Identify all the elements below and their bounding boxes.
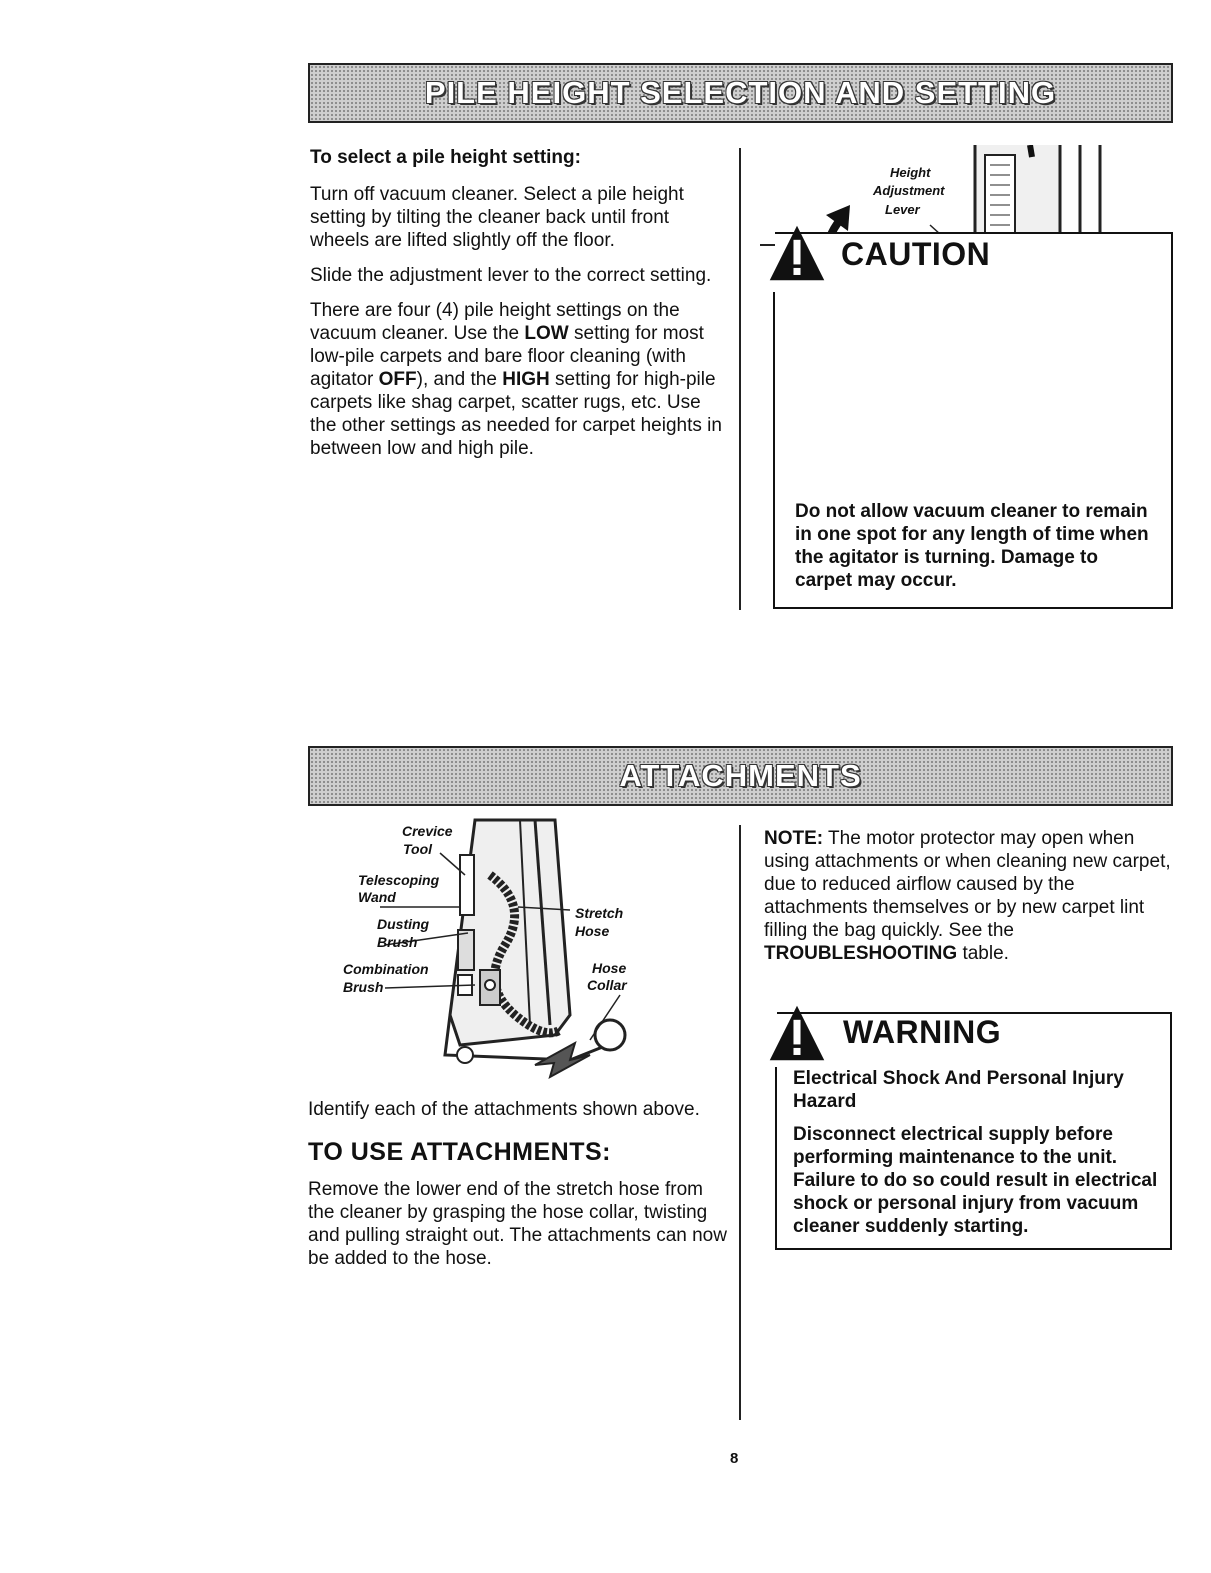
warning-box [777, 1012, 1172, 1250]
warning-title: WARNING [843, 1014, 1002, 1050]
para3-text-3: ), and the [416, 369, 503, 390]
attachments-illustration [340, 815, 660, 1085]
dusting-label-2: Brush [377, 934, 418, 950]
height-label: Height [890, 165, 931, 180]
low-setting-label: LOW [524, 323, 569, 344]
pile-height-subheading: To select a pile height setting: [310, 147, 581, 168]
warning-triangle-icon [767, 1004, 827, 1062]
pile-height-para-3 [310, 299, 730, 460]
vacuum-attachments-drawing [340, 815, 660, 1085]
caution-box [775, 232, 1173, 609]
pile-height-banner [308, 63, 1173, 123]
caution-text: Do not allow vacuum cleaner to remain in one spot for any length of time when the agitator is turning. Damage to carpet may occur. [795, 501, 1149, 591]
crevice-label-1: Crevice [402, 823, 453, 839]
caution-title: CAUTION [841, 236, 991, 272]
identify-text: Identify each of the attachments shown above. [308, 1099, 700, 1120]
collar-label-2: Collar [587, 977, 627, 993]
use-attachments-text: Remove the lower end of the stretch hose from the cleaner by grasping the hose collar, twisting and pulling straight out. The attachments can now be added to the hose. [308, 1179, 727, 1269]
wand-label-1: Telescoping [358, 872, 440, 888]
pile-height-para-2: Slide the adjustment lever to the correct setting. [310, 265, 712, 286]
warning-instruction: Disconnect electrical supply before performing maintenance to the unit. Failure to do so could result in electrical shock or personal injury from vacuum cleaner suddenly starting. [793, 1124, 1158, 1237]
pile-height-text-column [310, 146, 730, 472]
note-label: NOTE: [764, 828, 824, 849]
warning-triangle-icon [767, 224, 827, 282]
troubleshooting-ref: TROUBLESHOOTING [764, 943, 958, 964]
warning-hazard-line: Electrical Shock And Personal Injury Hazard [793, 1068, 1124, 1112]
pile-height-banner-title: PILE HEIGHT SELECTION AND SETTING [424, 75, 1057, 110]
note-text-1: The motor protector may open when using attachments or when cleaning new carpet, due to reduced airflow caused by the attachments themselves or by new carpet lint filling the bag quickly. See the [764, 828, 1171, 941]
dusting-label-1: Dusting [377, 916, 430, 932]
column-divider-top [739, 148, 741, 610]
combination-label-1: Combination [343, 961, 429, 977]
pile-height-para-1: Turn off vacuum cleaner. Select a pile height setting by tilting the cleaner back until front wheels are lifted slightly off the floor. [310, 184, 684, 251]
page-number: 8 [730, 1450, 739, 1467]
note-paragraph [764, 827, 1174, 977]
para3-text-4: setting for high-pile carpets like shag carpet, scatter rugs, etc. Use the other settings as needed for carpet heights in between low and high pile. [310, 369, 722, 459]
stretch-label-2: Hose [575, 923, 610, 939]
use-attachments-heading: TO USE ATTACHMENTS: [308, 1138, 612, 1166]
stretch-label-1: Stretch [575, 905, 624, 921]
column-divider-bottom [739, 825, 741, 1420]
attachments-banner-title: ATTACHMENTS [619, 758, 862, 793]
warning-text [793, 1067, 1158, 1248]
lever-label: Lever [885, 202, 920, 217]
collar-label-1: Hose [592, 960, 627, 976]
crevice-label-2: Tool [403, 841, 433, 857]
para3-text-2: setting for most low-pile carpets and bare floor cleaning (with agitator [310, 323, 704, 390]
para3-text-1: There are four (4) pile height settings on the vacuum cleaner. Use the [310, 300, 680, 344]
attachments-text-column [308, 1098, 728, 1282]
attachments-banner [308, 746, 1173, 806]
wand-label-2: Wand [358, 889, 396, 905]
agitator-off-label: OFF [378, 369, 417, 390]
caution-left-edge [773, 292, 775, 609]
high-setting-label: HIGH [502, 369, 550, 390]
note-text-2: table. [957, 943, 1009, 964]
combination-label-2: Brush [343, 979, 384, 995]
adjustment-label: Adjustment [873, 183, 945, 198]
warning-left-edge [775, 1067, 777, 1250]
